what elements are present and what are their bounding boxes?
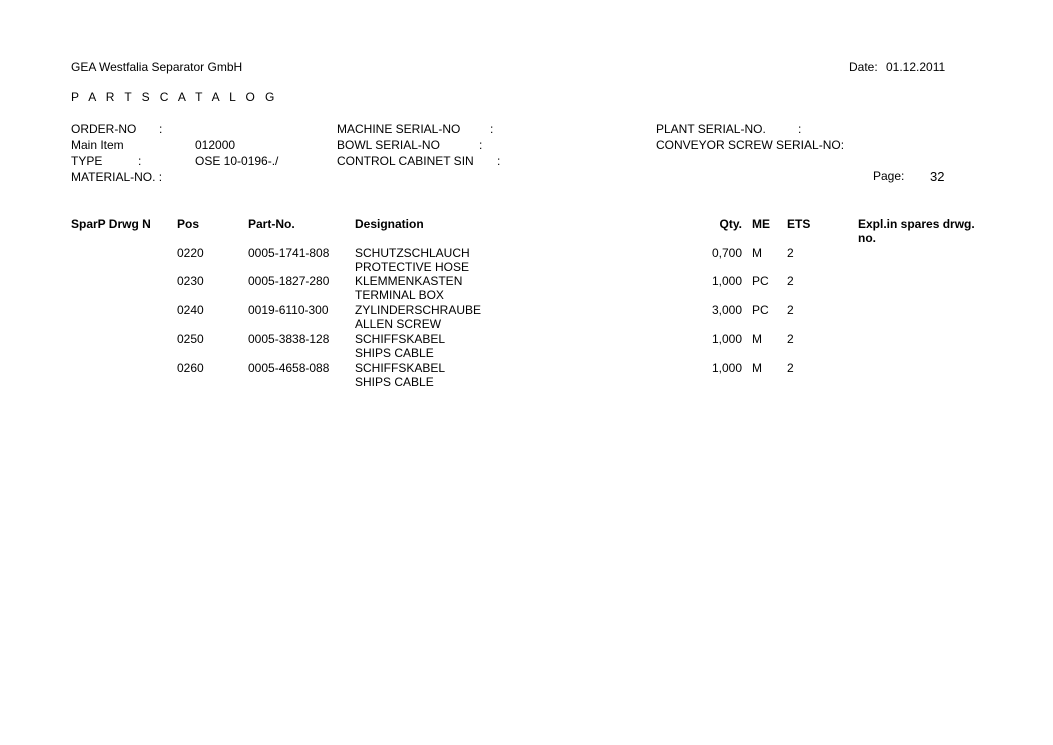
table-row	[0, 332, 1053, 361]
row-ets: 2	[787, 274, 794, 288]
type-label: TYPE	[71, 154, 103, 168]
col-header-sparp: SparP Drwg N	[71, 217, 151, 231]
conveyor-serial-label: CONVEYOR SCREW SERIAL-NO:	[656, 138, 845, 152]
row-part-no: 0019-6110-300	[248, 303, 329, 317]
bowl-serial-label: BOWL SERIAL-NO	[337, 138, 440, 152]
row-pos: 0220	[177, 246, 204, 260]
date-value: 01.12.2011	[886, 60, 946, 74]
row-ets: 2	[787, 361, 794, 375]
row-part-no: 0005-1827-280	[248, 274, 330, 288]
row-qty: 1,000	[711, 332, 742, 346]
date-label: Date:	[849, 60, 878, 74]
main-item-label: Main Item	[71, 138, 124, 152]
row-qty: 1,000	[711, 274, 742, 288]
col-header-pos: Pos	[177, 217, 200, 231]
col-header-designation: Designation	[355, 217, 424, 231]
row-designation-en: SHIPS CABLE	[355, 346, 434, 360]
row-qty: 0,700	[711, 246, 742, 260]
type-colon: :	[138, 154, 142, 168]
type-value: OSE 10-0196-./	[195, 154, 279, 168]
row-me: PC	[752, 274, 769, 288]
col-header-expl-line1: Expl.in spares drwg.	[858, 217, 975, 231]
plant-serial-colon: :	[798, 122, 802, 136]
row-qty: 3,000	[711, 303, 742, 317]
col-header-part-no: Part-No.	[248, 217, 295, 231]
row-designation-en: SHIPS CABLE	[355, 375, 434, 389]
row-part-no: 0005-1741-808	[248, 246, 330, 260]
row-me: M	[752, 361, 762, 375]
row-me: M	[752, 246, 762, 260]
row-ets: 2	[787, 303, 794, 317]
row-ets: 2	[787, 246, 794, 260]
table-row	[0, 246, 1053, 275]
plant-serial-label: PLANT SERIAL-NO.	[656, 122, 766, 136]
row-designation-de: ZYLINDERSCHRAUBE	[355, 303, 482, 317]
row-designation-de: SCHUTZSCHLAUCH	[355, 246, 470, 260]
row-pos: 0230	[177, 274, 204, 288]
page-number: 32	[930, 169, 945, 184]
order-no-label: ORDER-NO	[71, 122, 137, 136]
material-no-label: MATERIAL-NO. :	[71, 170, 163, 184]
main-item-value: 012000	[195, 138, 236, 152]
row-qty: 1,000	[711, 361, 742, 375]
row-designation-de: SCHIFFSKABEL	[355, 361, 446, 375]
row-part-no: 0005-3838-128	[248, 332, 330, 346]
col-header-expl-line2: no.	[858, 231, 876, 245]
machine-serial-label: MACHINE SERIAL-NO	[337, 122, 461, 136]
row-designation-de: KLEMMENKASTEN	[355, 274, 463, 288]
row-ets: 2	[787, 332, 794, 346]
row-me: M	[752, 332, 762, 346]
col-header-ets: ETS	[787, 217, 811, 231]
row-designation-en: ALLEN SCREW	[355, 317, 442, 331]
row-me: PC	[752, 303, 769, 317]
table-row	[0, 303, 1053, 332]
row-designation-en: PROTECTIVE HOSE	[355, 260, 470, 274]
page-label: Page:	[873, 169, 905, 183]
col-header-me: ME	[752, 217, 770, 231]
table-row	[0, 361, 1053, 390]
control-cabinet-label: CONTROL CABINET SIN	[337, 154, 474, 168]
table-row	[0, 274, 1053, 303]
row-part-no: 0005-4658-088	[248, 361, 330, 375]
row-designation-en: TERMINAL BOX	[355, 288, 444, 302]
bowl-serial-colon: :	[479, 138, 483, 152]
control-cabinet-colon: :	[497, 154, 501, 168]
col-header-qty: Qty.	[719, 217, 742, 231]
row-designation-de: SCHIFFSKABEL	[355, 332, 446, 346]
order-no-colon: :	[159, 122, 163, 136]
row-pos: 0260	[177, 361, 204, 375]
machine-serial-colon: :	[490, 122, 494, 136]
catalog-title: P A R T S C A T A L O G	[71, 90, 278, 104]
company-name: GEA Westfalia Separator GmbH	[71, 60, 243, 74]
row-pos: 0240	[177, 303, 204, 317]
row-pos: 0250	[177, 332, 204, 346]
